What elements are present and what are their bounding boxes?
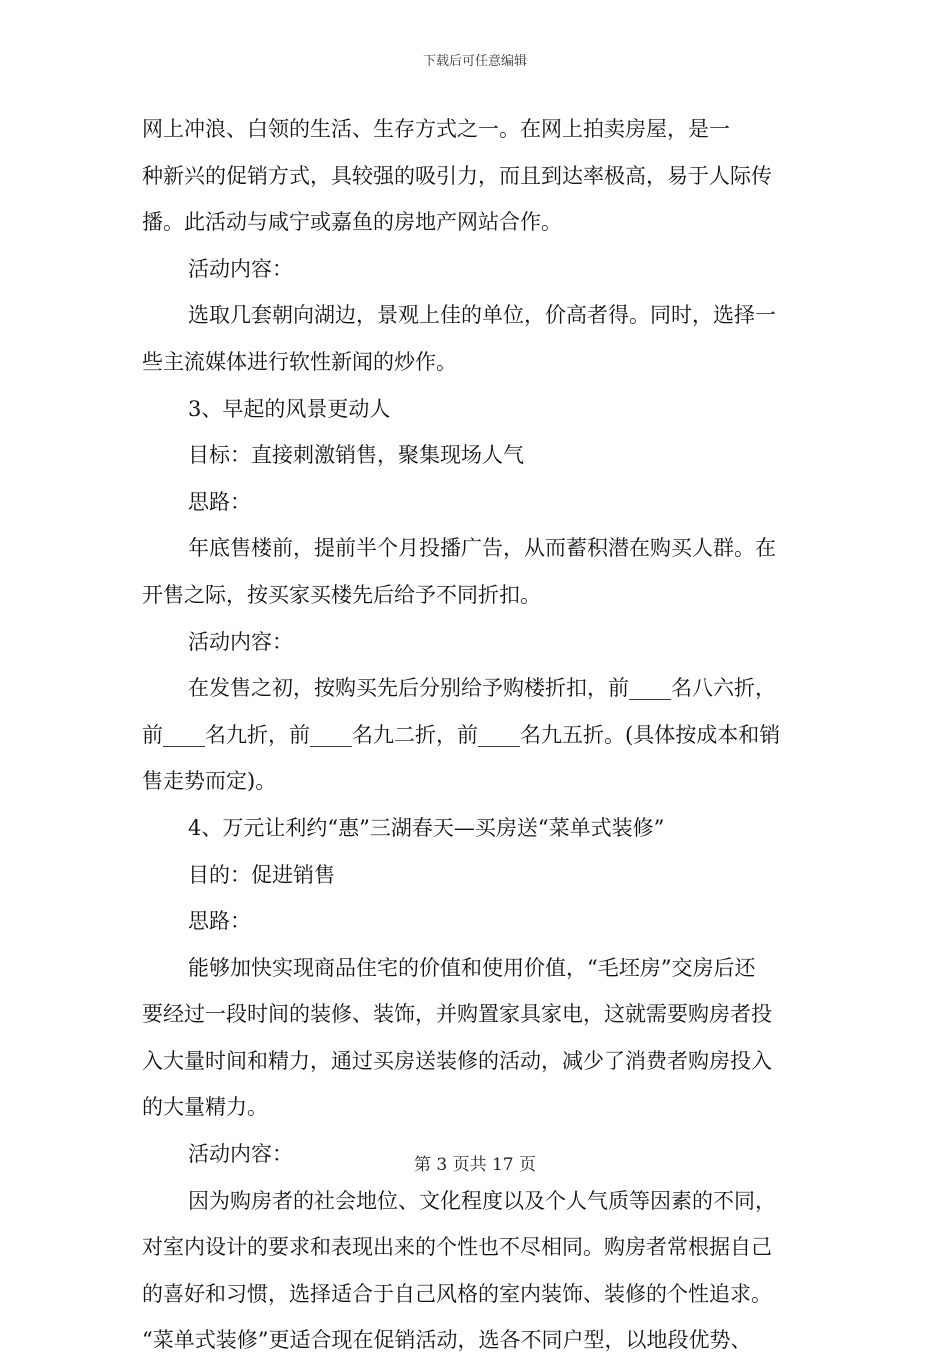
paragraph-line: 的喜好和习惯，选择适合于自己风格的室内装饰、装修的个性追求。 <box>142 1281 772 1306</box>
paragraph-line: 因为购房者的社会地位、文化程度以及个人气质等因素的不同， <box>188 1188 776 1213</box>
paragraph-line: 目的：促进销售 <box>188 862 335 887</box>
paragraph-line: 种新兴的促销方式，具较强的吸引力，而且到达率极高，易于人际传 <box>142 163 772 188</box>
paragraph-line: 前____名九折，前____名九二折，前____名九五折。(具体按成本和销 <box>142 722 781 747</box>
section-label: 活动内容： <box>188 1142 293 1167</box>
paragraph-line: “菜单式装修”更适合现在促销活动，选各不同户型，以地段优势、 <box>142 1328 752 1353</box>
section-label: 活动内容： <box>188 629 293 654</box>
paragraph-line: 的大量精力。 <box>142 1095 268 1120</box>
paragraph-line: 网上冲浪、白领的生活、生存方式之一。在网上拍卖房屋，是一 <box>142 117 730 141</box>
paragraph-line: 对室内设计的要求和表现出来的个性也不尽相同。购房者常根据自己 <box>142 1235 772 1260</box>
paragraph-line: 入大量时间和精力，通过买房送装修的活动，减少了消费者购房投入 <box>142 1048 772 1073</box>
paragraph-line: 些主流媒体进行软性新闻的炒作。 <box>142 349 457 374</box>
paragraph-line: 在发售之初，按购买先后分别给予购楼折扣，前____名八六折， <box>188 676 776 701</box>
section-label: 活动内容： <box>188 256 293 281</box>
paragraph-line: 能够加快实现商品住宅的价值和使用价值，“毛坯房”交房后还 <box>188 955 756 980</box>
paragraph-line: 选取几套朝向湖边，景观上佳的单位，价高者得。同时，选择一 <box>188 303 776 328</box>
paragraph-line: 播。此活动与咸宁或嘉鱼的房地产网站合作。 <box>142 210 562 235</box>
paragraph-line: 目标：直接刺激销售，聚集现场人气 <box>188 443 524 468</box>
section-label: 思路： <box>188 909 251 934</box>
paragraph-line: 售走势而定)。 <box>142 769 277 794</box>
section-label: 思路： <box>188 489 251 514</box>
paragraph-line: 年底售楼前，提前半个月投播广告，从而蓄积潜在购买人群。在 <box>188 536 776 561</box>
page-header: 下载后可任意编辑 <box>422 54 527 69</box>
section-heading: 4、万元让利约“惠”三湖春天—买房送“菜单式装修” <box>188 815 665 840</box>
section-heading: 3、早起的风景更动人 <box>188 396 391 421</box>
page-footer: 第 3 页共 17 页 <box>413 1155 537 1175</box>
paragraph-line: 要经过一段时间的装修、装饰，并购置家具家电，这就需要购房者投 <box>142 1002 772 1027</box>
paragraph-line: 开售之际，按买家买楼先后给予不同折扣。 <box>142 582 541 607</box>
document-body <box>142 106 804 1364</box>
